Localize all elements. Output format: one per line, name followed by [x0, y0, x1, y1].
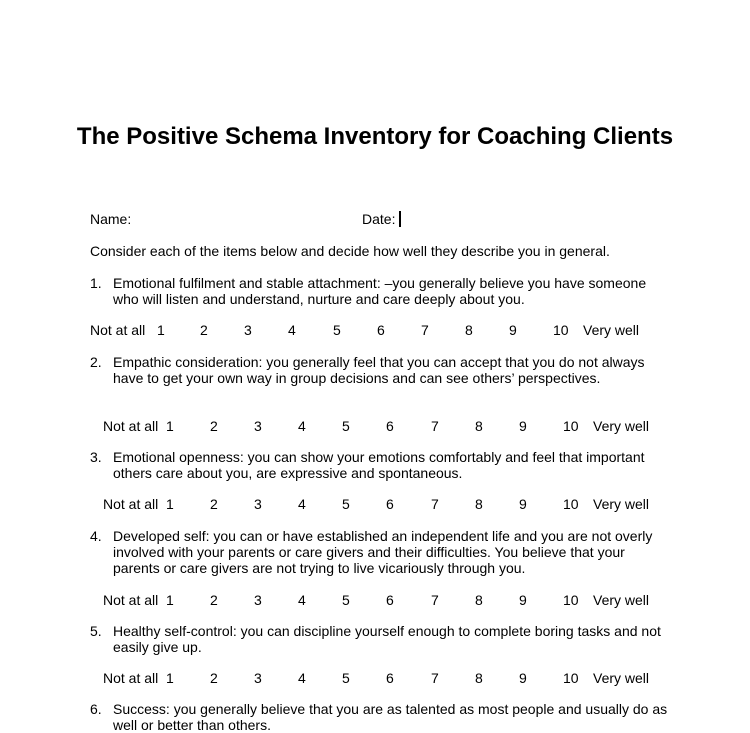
scale-point-6[interactable]: 6 — [386, 670, 394, 686]
scale-point-4[interactable]: 4 — [298, 496, 306, 512]
item-number: 5. — [90, 623, 102, 639]
item-text: Emotional fulfilment and stable attachment: –you generally believe you have someone who will listen and understand, nurture and care deeply about you. — [113, 275, 647, 307]
scale-point-10[interactable]: 10 — [563, 592, 579, 608]
name-field-label: Name: — [90, 211, 132, 227]
scale-point-4[interactable]: 4 — [288, 322, 296, 338]
instructions: Consider each of the items below and decide how well they describe you in general. — [90, 243, 610, 259]
scale-point-1[interactable]: 1 — [166, 496, 174, 512]
inventory-item-4 — [90, 528, 670, 576]
scale-point-5[interactable]: 5 — [342, 496, 350, 512]
scale-low-label: Not at all — [103, 670, 159, 686]
item-text: Healthy self-control: you can discipline yourself enough to complete boring tasks and not easily give up. — [113, 623, 661, 655]
date-field[interactable] — [362, 211, 401, 227]
inventory-item-5 — [90, 623, 670, 655]
scale-high-label: Very well — [593, 592, 650, 608]
scale-point-3[interactable]: 3 — [244, 322, 252, 338]
scale-point-2[interactable]: 2 — [200, 322, 208, 338]
scale-low-label: Not at all — [103, 592, 159, 608]
scale-point-10[interactable]: 10 — [563, 496, 579, 512]
scale-low-label: Not at all — [103, 418, 159, 434]
scale-high-label: Very well — [583, 322, 640, 338]
scale-point-6[interactable]: 6 — [386, 592, 394, 608]
item-text: Empathic consideration: you generally feel that you can accept that you do not always have to get your own way in group decisions and can see others’ perspectives. — [113, 354, 645, 386]
scale-point-3[interactable]: 3 — [254, 418, 262, 434]
scale-point-7[interactable]: 7 — [431, 670, 439, 686]
scale-point-7[interactable]: 7 — [431, 496, 439, 512]
scale-point-3[interactable]: 3 — [254, 670, 262, 686]
scale-point-4[interactable]: 4 — [298, 418, 306, 434]
scale-high-label: Very well — [593, 670, 650, 686]
scale-point-5[interactable]: 5 — [333, 322, 341, 338]
scale-high-label: Very well — [593, 418, 650, 434]
scale-point-9[interactable]: 9 — [509, 322, 517, 338]
scale-low-label: Not at all — [103, 496, 159, 512]
scale-point-9[interactable]: 9 — [519, 496, 527, 512]
text-cursor — [399, 211, 401, 227]
scale-point-7[interactable]: 7 — [431, 418, 439, 434]
scale-point-8[interactable]: 8 — [465, 322, 473, 338]
item-text: Emotional openness: you can show your emotions comfortably and feel that important others care about you, are expressive and spontaneous. — [113, 449, 645, 481]
date-field-label: Date: — [362, 211, 396, 227]
inventory-item-3 — [90, 449, 670, 481]
scale-point-1[interactable]: 1 — [166, 418, 174, 434]
scale-point-5[interactable]: 5 — [342, 670, 350, 686]
inventory-item-6 — [90, 701, 670, 733]
scale-point-6[interactable]: 6 — [386, 496, 394, 512]
scale-point-10[interactable]: 10 — [553, 322, 569, 338]
scale-point-1[interactable]: 1 — [157, 322, 165, 338]
scale-point-8[interactable]: 8 — [475, 496, 483, 512]
item-number: 4. — [90, 528, 102, 544]
scale-point-3[interactable]: 3 — [254, 496, 262, 512]
scale-point-9[interactable]: 9 — [519, 670, 527, 686]
scale-point-5[interactable]: 5 — [342, 418, 350, 434]
scale-point-1[interactable]: 1 — [166, 670, 174, 686]
scale-point-8[interactable]: 8 — [475, 670, 483, 686]
scale-point-8[interactable]: 8 — [475, 592, 483, 608]
scale-point-4[interactable]: 4 — [298, 592, 306, 608]
item-text: Success: you generally believe that you are as talented as most people and usually do as well or better than others. — [113, 701, 668, 733]
scale-low-label: Not at all — [90, 322, 146, 338]
inventory-item-1 — [90, 275, 670, 307]
scale-point-1[interactable]: 1 — [166, 592, 174, 608]
item-number: 1. — [90, 275, 102, 291]
scale-high-label: Very well — [593, 496, 650, 512]
item-number: 2. — [90, 354, 102, 370]
scale-point-2[interactable]: 2 — [210, 670, 218, 686]
item-number: 6. — [90, 701, 102, 717]
scale-point-5[interactable]: 5 — [342, 592, 350, 608]
scale-point-10[interactable]: 10 — [563, 670, 579, 686]
scale-point-8[interactable]: 8 — [475, 418, 483, 434]
scale-point-3[interactable]: 3 — [254, 592, 262, 608]
scale-point-9[interactable]: 9 — [519, 418, 527, 434]
item-text: Developed self: you can or have established an independent life and you are not overly involved with your parents or care givers and their difficulties. You believe that your parents or care givers are not trying to live vicariously through you. — [113, 528, 653, 576]
scale-point-2[interactable]: 2 — [210, 496, 218, 512]
scale-point-10[interactable]: 10 — [563, 418, 579, 434]
scale-point-7[interactable]: 7 — [421, 322, 429, 338]
scale-point-2[interactable]: 2 — [210, 592, 218, 608]
scale-point-7[interactable]: 7 — [431, 592, 439, 608]
item-number: 3. — [90, 449, 102, 465]
scale-point-9[interactable]: 9 — [519, 592, 527, 608]
scale-point-4[interactable]: 4 — [298, 670, 306, 686]
inventory-item-2 — [90, 354, 670, 386]
scale-point-2[interactable]: 2 — [210, 418, 218, 434]
document-title: The Positive Schema Inventory for Coaching Clients — [76, 123, 674, 150]
scale-point-6[interactable]: 6 — [377, 322, 385, 338]
scale-point-6[interactable]: 6 — [386, 418, 394, 434]
